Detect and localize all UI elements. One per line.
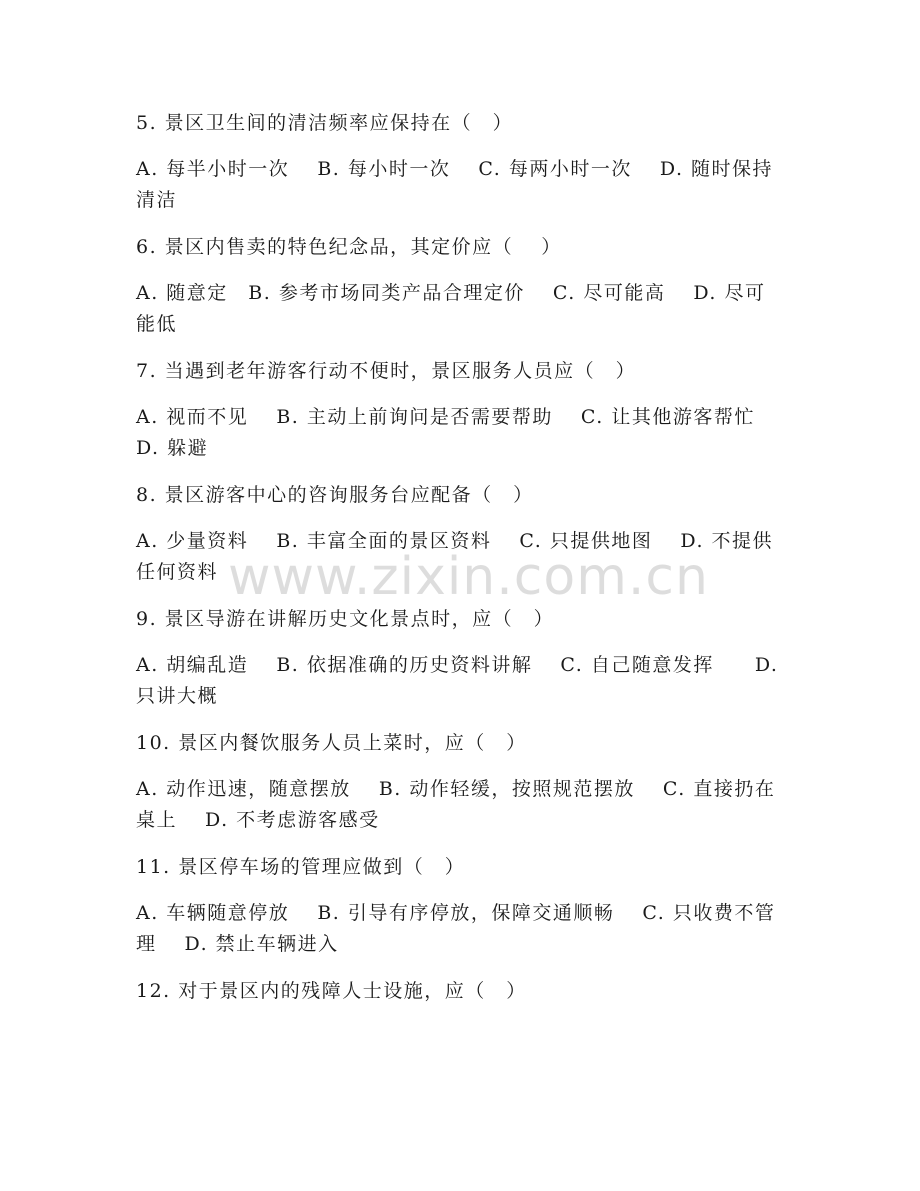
question-6-options: A. 随意定 B. 参考市场同类产品合理定价 C. 尽可能高 D. 尽可能低 [136,282,766,335]
question-9-options: A. 胡编乱造 B. 依据准确的历史资料讲解 C. 自己随意发挥 D. 只讲大概 [136,654,787,707]
question-5-stem: 5. 景区卫生间的清洁频率应保持在（ ） [136,112,514,134]
question-12-stem: 12. 对于景区内的残障人士设施，应（ ） [136,980,527,1002]
question-10-options: A. 动作迅速，随意摆放 B. 动作轻缓，按照规范摆放 C. 直接扔在桌上 D. 不考虑游客感受 [136,778,776,831]
question-11-options: A. 车辆随意停放 B. 引导有序停放，保障交通顺畅 C. 只收费不管理 D. 禁止车辆进入 [136,902,776,955]
question-10-stem: 10. 景区内餐饮服务人员上菜时，应（ ） [136,732,527,754]
watermark: www.zixin.com.cn [228,547,709,607]
question-8-stem: 8. 景区游客中心的咨询服务台应配备（ ） [136,484,534,506]
question-7-stem: 7. 当遇到老年游客行动不便时，景区服务人员应（ ） [136,360,637,382]
question-9-stem: 9. 景区导游在讲解历史文化景点时，应（ ） [136,608,555,630]
question-6-stem: 6. 景区内售卖的特色纪念品，其定价应（ ） [136,236,562,258]
question-7-options: A. 视而不见 B. 主动上前询问是否需要帮助 C. 让其他游客帮忙 D. 躲避 [136,406,776,459]
question-8-options: A. 少量资料 B. 丰富全面的景区资料 C. 只提供地图 D. 不提供任何资料 [136,530,774,583]
question-5-options: A. 每半小时一次 B. 每小时一次 C. 每两小时一次 D. 随时保持清洁 [136,158,774,211]
question-11-stem: 11. 景区停车场的管理应做到（ ） [136,856,466,878]
